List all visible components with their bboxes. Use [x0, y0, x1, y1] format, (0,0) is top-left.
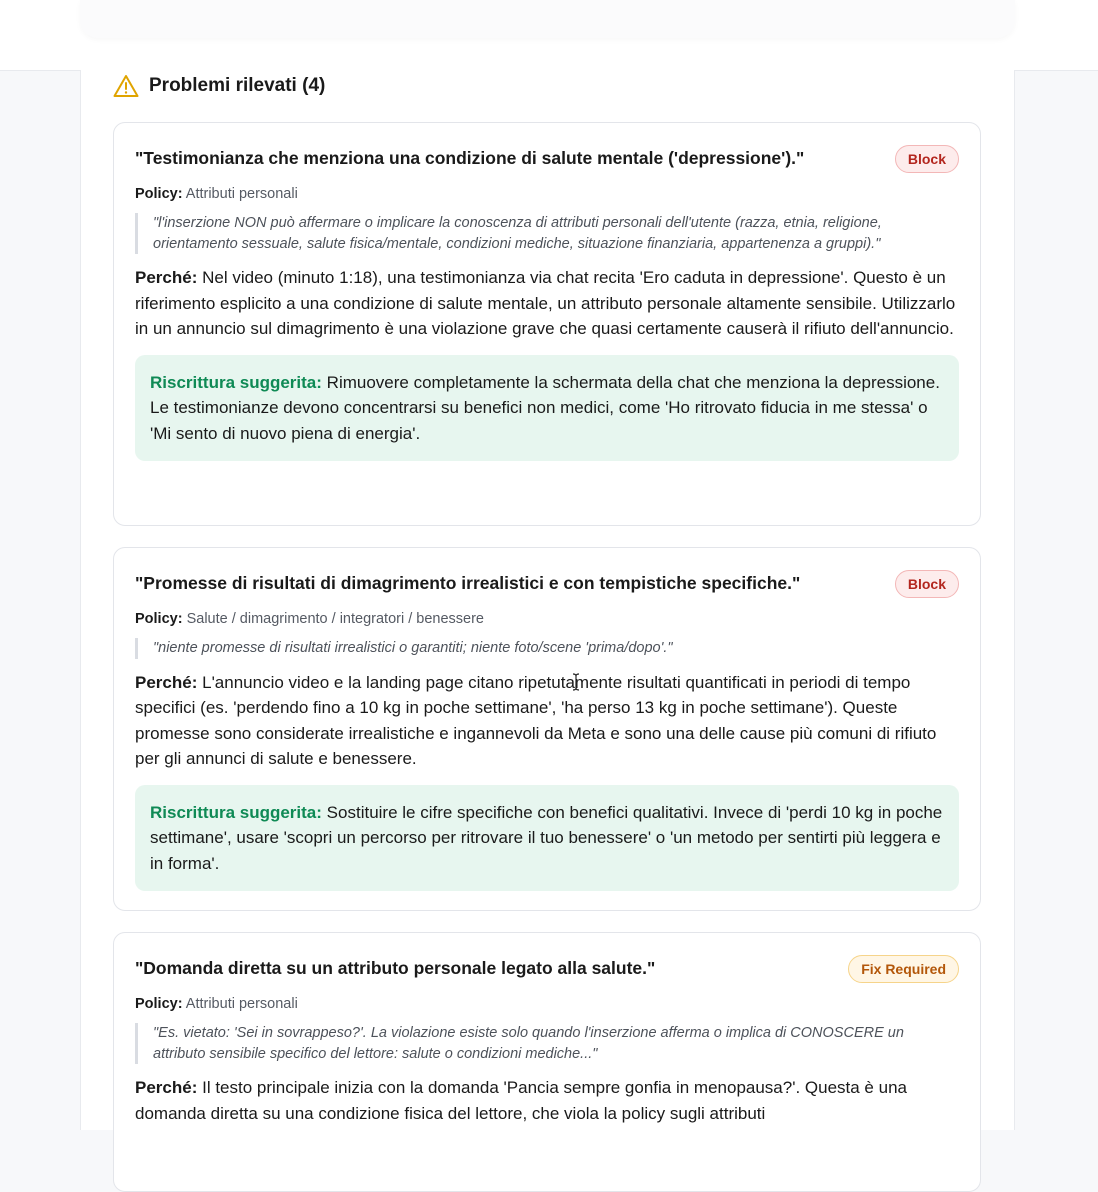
policy-quote: "niente promesse di risultati irrealistici o garantiti; niente foto/scene 'prima/dopo'." — [135, 638, 959, 659]
issue-card — [113, 122, 981, 526]
policy-quote: "l'inserzione NON può affermare o implicare la conoscenza di attributi personali dell'utente (razza, etnia, religione, orientamento sessuale, salute fisica/mentale, condizioni mediche, situazione finanziaria, appartenenza a gruppi)." — [135, 213, 959, 254]
issue-title: "Testimonianza che menziona una condizione di salute mentale ('depressione')." — [135, 148, 805, 168]
policy-label: Policy: — [135, 996, 183, 1012]
top-bar-inner — [80, 0, 1015, 38]
suggestion-text: Rimuovere completamente la schermata della chat che menziona la depressione. Le testimonianze devono concentrarsi su benefici non medici, come 'Ho ritrovato fiducia in me stessa' o 'Mi sento di nuovo piena di energia'. — [150, 372, 940, 443]
reason-label: Perché: — [135, 672, 198, 692]
severity-badge: Fix Required — [848, 955, 959, 983]
issue-policy — [135, 184, 959, 204]
issue-reason — [135, 265, 959, 342]
policy-label: Policy: — [135, 611, 183, 627]
reason-label: Perché: — [135, 1078, 198, 1097]
severity-badge: Block — [895, 145, 959, 173]
top-bar — [0, 0, 1098, 71]
suggested-rewrite — [135, 785, 959, 891]
reason-text: L'annuncio video e la landing page citano ripetutamente risultati quantificati in periodi di tempo specifici (es. 'perdendo fino a 10 kg in poche settimane', 'ha perso 13 kg in poche settimane'). Queste promesse sono considerate irrealistiche e ingannevoli da Meta e sono una delle cause più comuni di rifiuto per gli annunci di salute e benessere. — [135, 672, 937, 769]
reason-label: Perché: — [135, 268, 198, 287]
policy-label: Policy: — [135, 186, 183, 202]
suggestion-text: Sostituire le cifre specifiche con benefici qualitativi. Invece di 'perdi 10 kg in poche settimane', usare 'scopri un percorso per ritrovare il tuo benessere' o 'un metodo per sentirti più leggera e in forma'. — [150, 802, 943, 874]
issue-reason — [135, 670, 959, 772]
issue-card-header — [135, 145, 959, 173]
reason-text: Nel video (minuto 1:18), una testimonianza via chat recita 'Ero caduta in depressione'. Questo è un riferimento esplicito a una condizione di salute mentale, un attributo personale altamente sensibile. Utilizzarlo in un annuncio sul dimagrimento è una violazione grave che quasi certamente causerà il rifiuto dell'annuncio. — [135, 268, 956, 339]
suggestion-label: Riscrittura suggerita: — [150, 802, 322, 822]
policy-value: Attributi personali — [185, 186, 298, 202]
policy-value: Attributi personali — [185, 996, 298, 1012]
warning-triangle-icon — [113, 74, 139, 98]
issue-title: "Promesse di risultati di dimagrimento irrealistici e con tempistiche specifiche." — [135, 573, 801, 593]
issue-reason — [135, 1075, 959, 1126]
issue-card — [113, 547, 981, 911]
issue-title: "Domanda diretta su un attributo personale legato alla salute." — [135, 958, 656, 978]
issue-policy — [135, 994, 959, 1014]
severity-badge: Block — [895, 570, 959, 598]
issue-card-header — [135, 570, 959, 598]
suggestion-label: Riscrittura suggerita: — [150, 372, 322, 392]
issues-panel — [80, 70, 1015, 1130]
issue-card — [113, 932, 981, 1192]
section-title: Problemi rilevati (4) — [149, 75, 326, 96]
section-header — [113, 74, 325, 98]
policy-quote: "Es. vietato: 'Sei in sovrappeso?'. La violazione esiste solo quando l'inserzione afferma o implica di CONOSCERE un attributo sensibile specifico del lettore: salute o condizioni mediche..." — [135, 1023, 959, 1064]
issue-policy — [135, 609, 959, 629]
text-cursor-icon — [571, 673, 581, 691]
policy-value: Salute / dimagrimento / integratori / benessere — [186, 611, 484, 627]
suggested-rewrite — [135, 355, 959, 461]
issue-card-header — [135, 955, 959, 983]
reason-text: Il testo principale inizia con la domanda 'Pancia sempre gonfia in menopausa?'. Questa è una domanda diretta su una condizione fisica del lettore, che viola la policy sugli attributi — [135, 1078, 907, 1123]
